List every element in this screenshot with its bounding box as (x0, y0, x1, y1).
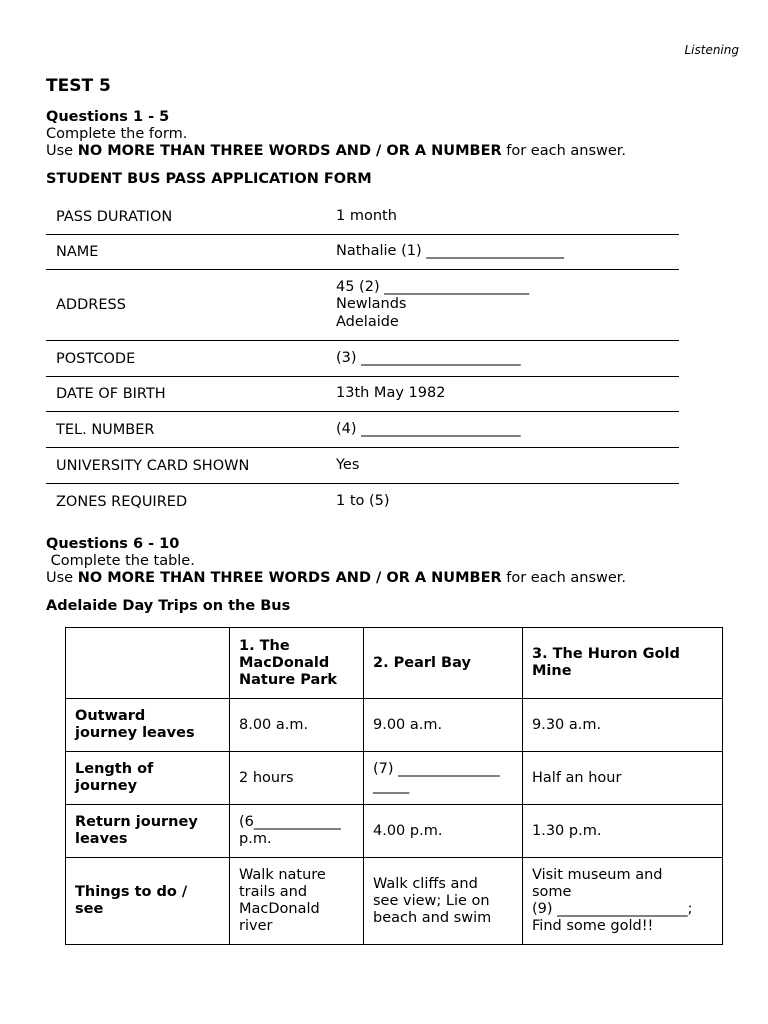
form-value (336, 208, 679, 226)
cell-line: p.m. (239, 831, 272, 847)
table-cell (230, 858, 364, 945)
table-cell (230, 699, 364, 752)
form-value (336, 457, 679, 475)
part2-instruction-prefix: Use (46, 570, 78, 586)
part1-instruction-1: Complete the form. (46, 126, 188, 142)
column-header-line: 3. The Huron Gold (532, 646, 680, 662)
cell-line: river (239, 918, 273, 934)
form-row (46, 448, 679, 484)
form-row (46, 412, 679, 448)
table-cell (523, 752, 723, 805)
cell-line: Find some gold!! (532, 918, 654, 934)
table-row (66, 752, 723, 805)
table-cell (230, 805, 364, 858)
cell-line: 8.00 a.m. (239, 716, 309, 733)
form-value (336, 493, 679, 511)
cell-line: 2 hours (239, 769, 294, 786)
row-header (66, 699, 230, 752)
column-header-line: MacDonald (239, 654, 330, 671)
part2-instruction-suffix: for each answer. (501, 570, 627, 586)
questions-6-10-heading: Questions 6 - 10 (46, 536, 180, 552)
part2-instruction-2 (46, 570, 626, 586)
form-label: UNIVERSITY CARD SHOWN (56, 457, 250, 474)
form-value-line: 45 (2) ____________________ (336, 278, 530, 295)
section-label: Listening (684, 43, 739, 57)
form-row (46, 199, 679, 235)
cell-line: Walk nature (239, 867, 326, 883)
form-value (336, 279, 679, 332)
form-title: STUDENT BUS PASS APPLICATION FORM (46, 171, 372, 187)
part2-instruction-1: Complete the table. (46, 553, 195, 569)
form-value-line: 1 to (5) (336, 492, 390, 509)
cell-line: MacDonald (239, 901, 320, 917)
form-value (336, 350, 679, 368)
form-value-line: Nathalie (1) ___________________ (336, 243, 564, 260)
cell-line: beach and swim (373, 909, 492, 926)
row-header-line: Length of (75, 761, 154, 777)
table-row (66, 858, 723, 945)
column-header (230, 628, 364, 699)
cell-line: (6____________ (239, 814, 341, 830)
form-value-line: 13th May 1982 (336, 385, 446, 402)
table-row (66, 699, 723, 752)
cell-line: Walk cliffs and (373, 875, 478, 892)
cell-line: 4.00 p.m. (373, 822, 443, 839)
table-cell (364, 699, 523, 752)
cell-line: Visit museum and (532, 867, 663, 883)
table-cell (523, 805, 723, 858)
form-value-line: Adelaide (336, 313, 399, 330)
table-cell (523, 858, 723, 945)
cell-line: trails and (239, 884, 308, 900)
table-cell (523, 699, 723, 752)
table-cell (364, 858, 523, 945)
part1-instruction-bold: NO MORE THAN THREE WORDS AND / OR A NUMBER (77, 143, 502, 159)
row-header-line: Outward (75, 708, 146, 724)
table-cell (364, 752, 523, 805)
cell-line: see view; Lie on (373, 892, 490, 909)
column-header-line: 1. The (239, 637, 290, 654)
form-row (46, 270, 679, 341)
form-value (336, 385, 679, 403)
table-cell (364, 805, 523, 858)
row-header (66, 752, 230, 805)
form-value-line: 1 month (336, 207, 397, 224)
form-label: POSTCODE (56, 350, 136, 367)
row-header-line: Return journey (75, 814, 198, 830)
form-value-line: Yes (336, 456, 360, 473)
column-header-line: 2. Pearl Bay (373, 654, 471, 671)
form-row (46, 377, 679, 412)
part1-instruction-2 (46, 143, 626, 159)
table-title: Adelaide Day Trips on the Bus (46, 598, 291, 614)
row-header-line: journey leaves (75, 725, 195, 741)
part1-instruction-prefix: Use (46, 143, 78, 159)
form-row (46, 235, 679, 270)
cell-line: 1.30 p.m. (532, 822, 602, 839)
questions-1-5-heading: Questions 1 - 5 (46, 109, 170, 125)
form-label: PASS DURATION (56, 208, 173, 225)
form-label: DATE OF BIRTH (56, 386, 166, 402)
form-label: NAME (56, 244, 99, 260)
cell-line: _____ (373, 778, 410, 794)
cell-line: 9.00 a.m. (373, 716, 443, 733)
empty-corner-cell (66, 628, 230, 699)
test-title: TEST 5 (46, 76, 111, 96)
table-row (66, 805, 723, 858)
column-header (523, 628, 723, 699)
row-header (66, 805, 230, 858)
column-header-line: Mine (532, 663, 572, 679)
form-label: ZONES REQUIRED (56, 493, 188, 510)
table-header-row (66, 628, 723, 699)
form-row (46, 484, 679, 519)
cell-line: 9.30 a.m. (532, 716, 602, 733)
row-header-line: see (75, 901, 104, 917)
form-label: ADDRESS (56, 297, 126, 313)
part2-instruction-bold: NO MORE THAN THREE WORDS AND / OR A NUMBER (77, 570, 502, 586)
cell-line: (9) __________________; (532, 901, 693, 917)
row-header-line: journey (75, 778, 138, 794)
table-cell (230, 752, 364, 805)
cell-line: Half an hour (532, 769, 622, 786)
form-value-line: Newlands (336, 296, 407, 313)
column-header (364, 628, 523, 699)
form-row (46, 341, 679, 377)
form-value (336, 421, 679, 439)
form-value-line: (3) ______________________ (336, 349, 521, 366)
form-label: TEL. NUMBER (56, 421, 155, 438)
cell-line: some (532, 884, 572, 900)
bus-pass-form (46, 199, 679, 519)
day-trips-table (65, 627, 723, 945)
cell-line: (7) ______________ (373, 761, 500, 777)
row-header-line: Things to do / (75, 884, 188, 900)
row-header-line: leaves (75, 831, 128, 847)
part1-instruction-suffix: for each answer. (501, 143, 627, 159)
row-header (66, 858, 230, 945)
form-value-line: (4) ______________________ (336, 420, 521, 437)
form-value (336, 243, 679, 261)
column-header-line: Nature Park (239, 671, 338, 688)
